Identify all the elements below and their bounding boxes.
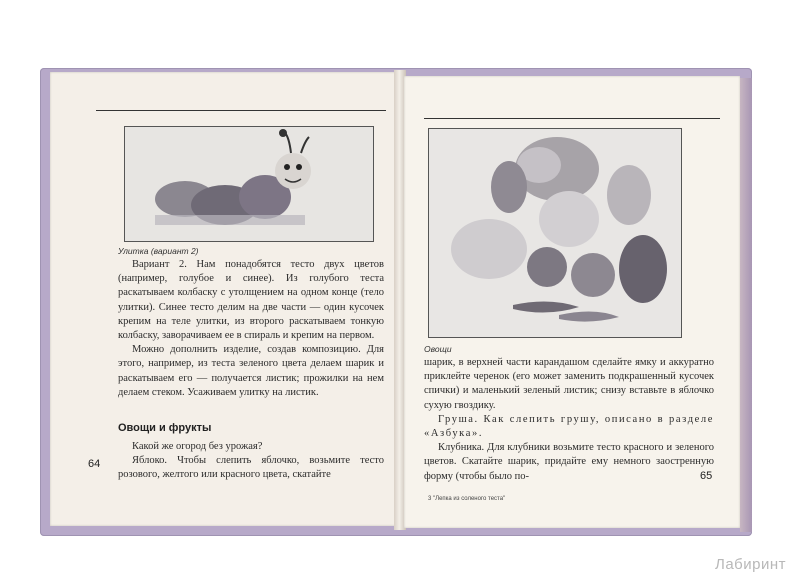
header-rule — [96, 110, 386, 111]
paragraph: Вариант 2. Нам понадобятся тесто двух цветов (например, голубое и синее). Из голубого теста раскатываем колбаску с утолщением на одном конце (тело улитки). Синее тесто делим на две части — один кусочек крепим на теле улитки, из второго раскатываем тонкую колбаску, заворачиваем ее в спираль и крепим на первом. — [118, 259, 384, 342]
paragraph: шарик, в верхней части карандашом сделайте ямку и аккуратно приклейте черенок (его может заменить подкрашенный кусочек спички) и маленький зеленый листик; снизу вставьте в яблочко сухую гвоздику. — [424, 357, 714, 411]
page-number: 65 — [700, 470, 713, 482]
left-page — [50, 72, 396, 526]
snail-illustration — [125, 127, 373, 241]
watermark-logo: Лабиринт — [714, 556, 786, 573]
paragraph: Клубника. Для клубники возьмите тесто красного и зеленого цветов. Скатайте шарик, придайте ему немного заостренную форму (чтобы было по- — [424, 442, 714, 482]
snail-photo — [124, 126, 374, 242]
header-rule — [424, 118, 720, 119]
body-text-bottom — [118, 440, 384, 483]
body-text — [424, 356, 714, 484]
paragraph: Можно дополнить изделие, создав композицию. Для этого, например, из теста зеленого цвета делаем шарик и раскатываем его — получается листик; прожилки на нем делаем стеком. Усаживаем улитку на листик. — [118, 344, 384, 398]
footer-note: 3 "Лепка из соленого теста" — [428, 496, 506, 502]
cover-edge — [740, 78, 752, 532]
body-text-top — [118, 258, 384, 400]
paragraph: Яблоко. Чтобы слепить яблочко, возьмите тесто розового, желтого или красного цвета, скатайте — [118, 455, 384, 481]
page-number: 64 — [88, 458, 101, 470]
paragraph: Груша. Как слепить грушу, описано в разделе «Азбука». — [424, 413, 714, 440]
figure-caption: Улитка (вариант 2) — [118, 246, 199, 256]
figure-caption: Овощи — [424, 344, 452, 354]
vegetables-photo — [428, 128, 682, 338]
right-page — [404, 76, 740, 528]
vegetables-illustration — [429, 129, 681, 337]
paragraph: Какой же огород без урожая? — [132, 441, 263, 452]
section-heading: Овощи и фрукты — [118, 422, 212, 434]
